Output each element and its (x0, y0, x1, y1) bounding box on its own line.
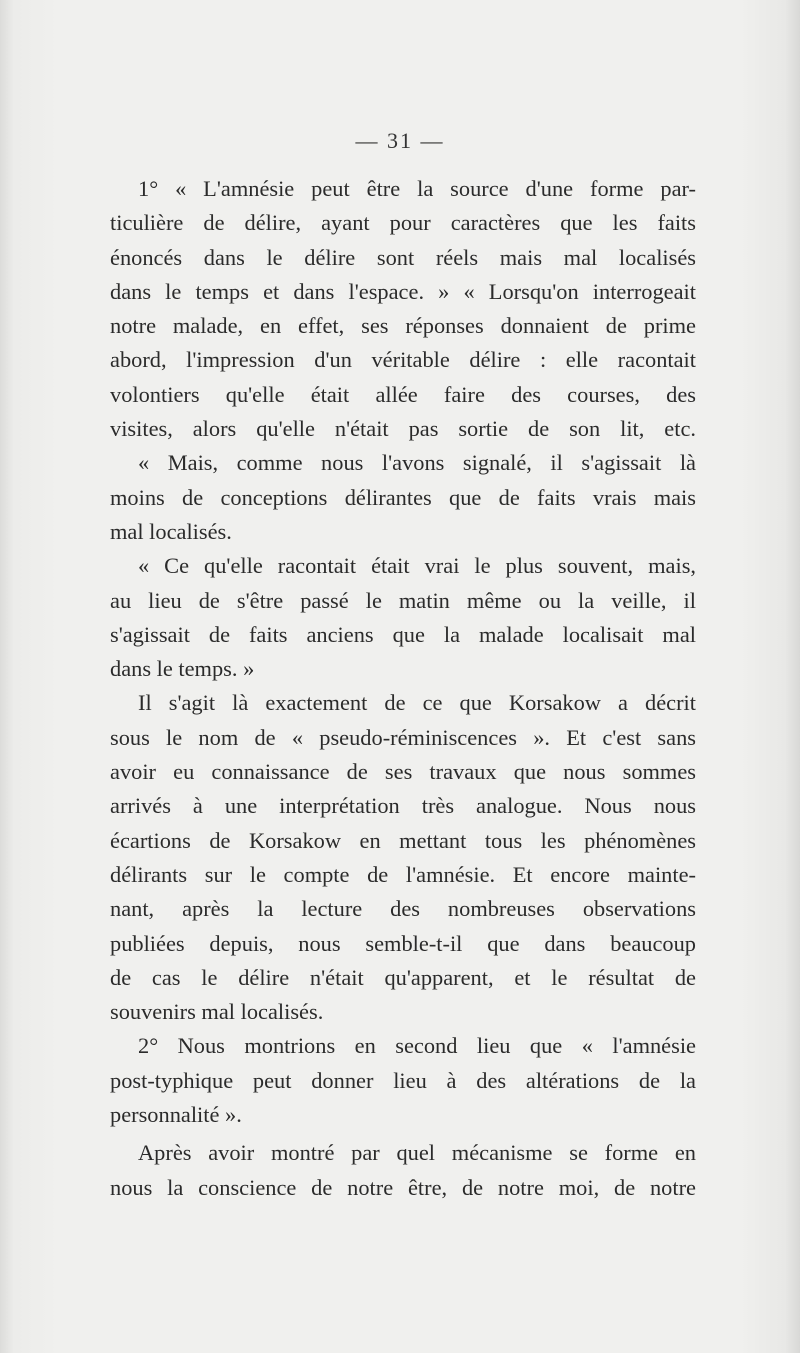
text-line: 2° Nous montrions en second lieu que « l'amnésie (138, 1033, 696, 1059)
text-line: 1° « L'amnésie peut être la source d'une forme par- (138, 176, 696, 201)
text-line: publiées depuis, nous semble-t-il que dans beaucoup (110, 930, 696, 956)
text-line: ticulière de délire, ayant pour caractères que les faits (110, 210, 696, 236)
text-line: visites, alors qu'elle n'était pas sortie de son lit, etc. (110, 416, 696, 442)
text-line: mal localisés. (110, 518, 232, 544)
paragraph (110, 446, 696, 549)
text-line: Après avoir montré par quel mécanisme se forme en (138, 1140, 696, 1166)
text-line: s'agissait de faits anciens que la malade localisait mal (110, 621, 696, 647)
text-line: moins de conceptions délirantes que de faits vrais mais (110, 484, 696, 510)
paragraph (110, 1029, 696, 1132)
text-line: sous le nom de « pseudo-réminiscences ». Et c'est sans (110, 724, 696, 750)
text-line: post-typhique peut donner lieu à des altérations de la (110, 1067, 696, 1093)
paragraph (110, 172, 696, 446)
text-line: volontiers qu'elle était allée faire des courses, des (110, 381, 696, 407)
paragraph (110, 686, 696, 1029)
text-line: au lieu de s'être passé le matin même ou la veille, il (110, 587, 696, 613)
text-line: Il s'agit là exactement de ce que Korsakow a décrit (138, 690, 696, 716)
text-line: personnalité ». (110, 1102, 242, 1128)
text-line: dans le temps et dans l'espace. » « Lorsqu'on interrogeait (110, 278, 696, 304)
text-line: « Ce qu'elle racontait était vrai le plus souvent, mais, (138, 553, 696, 579)
page-number: — 31 — (355, 128, 445, 153)
text-line: nant, après la lecture des nombreuses observations (110, 896, 696, 922)
text-line: nous la conscience de notre être, de notre moi, de notre (110, 1174, 696, 1200)
text-line: avoir eu connaissance de ses travaux que nous sommes (110, 759, 696, 785)
text-line: dans le temps. » (110, 656, 255, 682)
text-line: abord, l'impression d'un véritable délire : elle racontait (110, 347, 696, 373)
text-line: arrivés à une interprétation très analogue. Nous nous (110, 793, 696, 819)
paragraph (110, 549, 696, 686)
text-line: délirants sur le compte de l'amnésie. Et encore mainte- (110, 861, 696, 887)
body-text (110, 172, 696, 1205)
text-line: énoncés dans le délire sont réels mais mal localisés (110, 244, 696, 270)
text-line: souvenirs mal localisés. (110, 999, 324, 1025)
text-line: « Mais, comme nous l'avons signalé, il s'agissait là (138, 450, 696, 476)
paragraph (110, 1136, 696, 1205)
text-line: écartions de Korsakow en mettant tous les phénomènes (110, 827, 696, 853)
text-line: de cas le délire n'était qu'apparent, et le résultat de (110, 964, 696, 990)
text-line: notre malade, en effet, ses réponses donnaient de prime (110, 313, 696, 339)
